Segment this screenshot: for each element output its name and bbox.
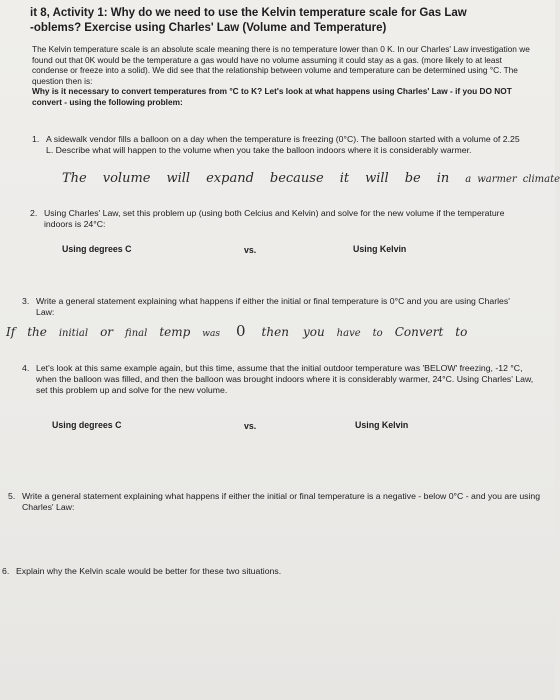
column-header-vs: vs. [244,421,257,431]
handwritten-word: because [269,171,324,186]
handwritten-word: you [302,325,325,339]
question-text: A sidewalk vendor fills a balloon on a day when the temperature is freezing (0°C). The balloon started with a volume of 2.25 L. Describe what will happen to the volume when you take the balloon indoors where it is considerably warmer. [46,134,520,155]
handwritten-word: then [261,325,289,339]
handwritten-word: initial [58,328,89,339]
handwritten-word: expand [206,171,254,186]
question-number: 6. [2,566,10,576]
handwritten-word: or [100,325,114,339]
column-header-vs: vs. [244,245,257,255]
handwritten-word: in [436,171,450,186]
worksheet-title [30,6,550,36]
question-3 [22,296,534,320]
question-text: Using Charles' Law, set this problem up (using both Celcius and Kelvin) and solve for the new volume if the temperature indoors is 24°C: [44,208,505,229]
handwritten-word: temp [159,325,191,339]
handwritten-word: was [202,329,220,339]
question-2 [30,208,535,232]
handwritten-word: be [404,171,421,186]
handwritten-word: it [339,171,350,186]
question-text: Let's look at this same example again, but this time, assume that the initial outdoor temperature was 'BELOW' freezing, -12 °C, when the balloon was filled, and then the balloon was brought indoors where it is considerably warmer, 24°C. Using Charles' Law, set this problem up and solve for the new volume. [36,363,534,395]
intro-bold-question: Why is it necessary to convert temperatures from °C to K? Let's look at what happens using Charles' Law - if you DO NOT convert - using the following problem: [32,86,512,107]
question-text: Write a general statement explaining what happens if either the initial or final temperature is 0°C and you are using Charles' Law: [36,296,510,317]
handwritten-word: will [365,171,389,186]
handwritten-word: to [372,328,383,339]
handwritten-word: to [455,325,468,339]
column-header-celsius: Using degrees C [62,244,132,254]
handwritten-word: a [465,174,472,185]
title-line-1: it 8, Activity 1: Why do we need to use the Kelvin temperature scale for Gas Law [30,7,467,19]
question-6 [2,566,542,580]
question-number: 2. [30,208,38,218]
handwritten-word: If [6,325,16,339]
column-header-celsius: Using degrees C [52,420,122,430]
handwritten-word: volume [102,171,151,186]
column-header-kelvin: Using Kelvin [355,420,409,430]
handwritten-answer-3 [6,322,467,340]
handwritten-word: climate [522,174,560,185]
question-5 [8,491,548,515]
handwritten-word: will [166,171,191,186]
question-number: 3. [22,296,30,306]
title-line-2: -oblems? Exercise using Charles' Law (Volume and Temperature) [30,22,387,34]
handwritten-answer-1 [62,171,560,186]
handwritten-word: warmer [477,174,517,185]
question-text: Explain why the Kelvin scale would be better for these two situations. [16,566,282,576]
intro-paragraph: The Kelvin temperature scale is an absolute scale meaning there is no temperature lower than 0 K. In our Charles' Law investigation we found out that 0K would be the temperature a gas would have no volume assuming it could stay as a gas. (more likely to at least condense or freeze into a solid). We did see that the relationship between volume and temperature can be determined using °C. The question then is: [32,44,530,86]
handwritten-word: The [62,171,87,186]
question-number: 1. [32,134,40,144]
question-4 [22,363,542,399]
question-1 [32,134,532,170]
handwritten-word: have [336,328,361,339]
handwritten-word: the [27,325,47,339]
handwritten-word: Convert [394,325,444,339]
question-text: Write a general statement explaining what happens if either the initial or final temperature is a negative - below 0°C - and you are using Charles' Law: [22,491,541,512]
intro-section [32,44,538,108]
question-number: 5. [8,491,16,501]
question-number: 4. [22,363,30,373]
handwritten-word: final [125,328,148,339]
handwritten-zero: 0 [236,322,246,340]
column-header-kelvin: Using Kelvin [353,244,407,254]
